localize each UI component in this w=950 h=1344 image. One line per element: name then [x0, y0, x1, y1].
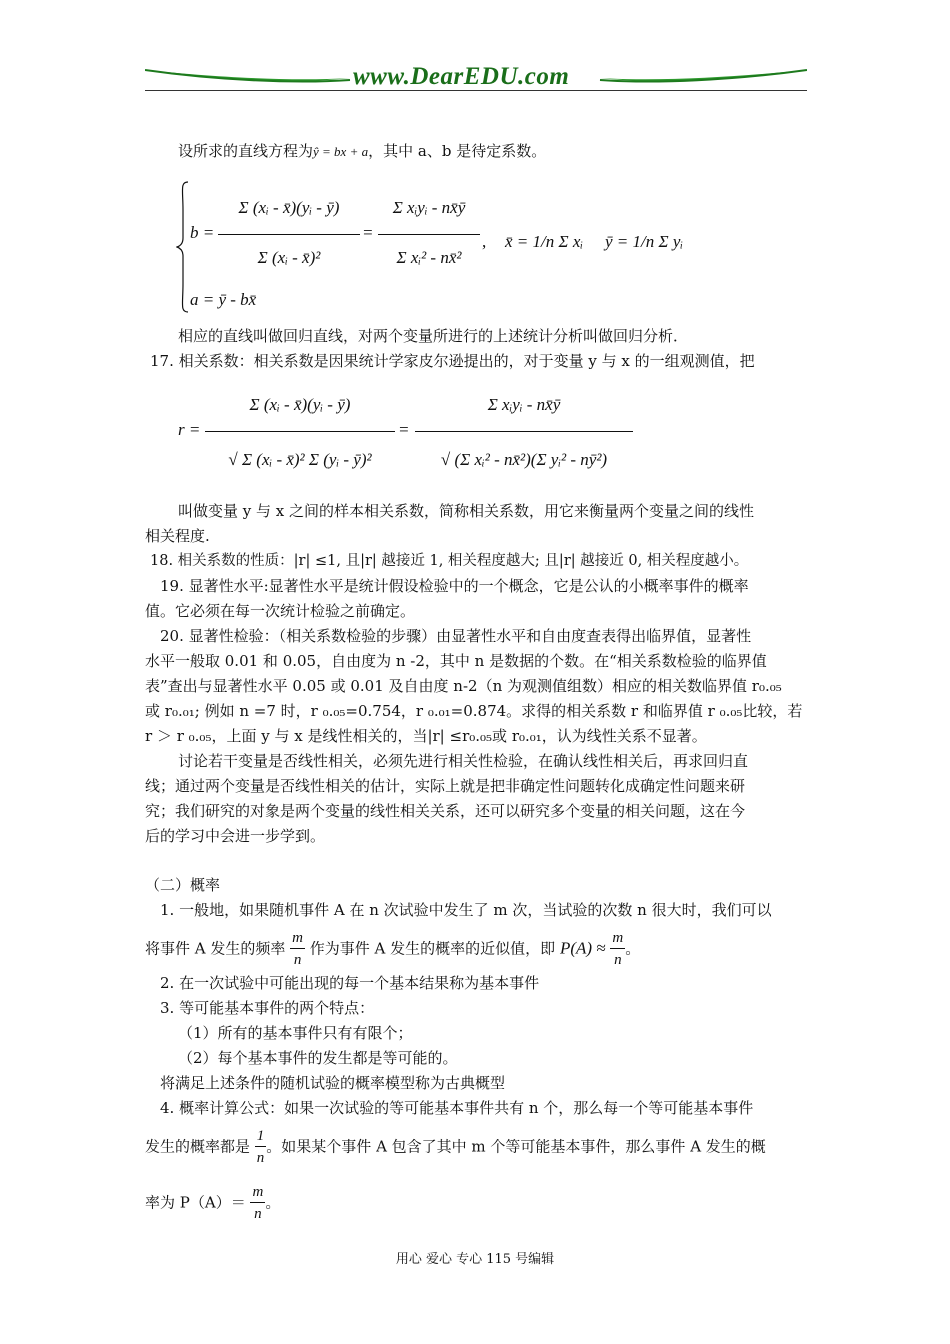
equals-sign: = [362, 223, 374, 242]
page-footer: 用心 爱心 专心 115 号编辑 [395, 1252, 555, 1267]
paragraph-line: 将满足上述条件的随机试验的概率模型称为古典概型 [160, 1074, 506, 1092]
page-header [145, 62, 807, 96]
section-heading: （二）概率 [145, 876, 221, 894]
equals-sign: = [398, 420, 410, 439]
paragraph-line: 20. 显著性检验：（相关系数检验的步骤）由显著性水平和自由度查表得出临界值，显著性 [160, 627, 752, 645]
paragraph-line: 17. 相关系数：相关系数是因果统计学家皮尔逊提出的，对于变量 y 与 x 的一组观测值，把 [150, 352, 755, 370]
paragraph-line: 设所求的直线方程为ŷ = bx + a，其中 a、b 是待定系数。 [178, 142, 547, 160]
paragraph-line: 后的学习中会进一步学到。 [145, 827, 326, 845]
frac-n: n [293, 952, 302, 968]
list-item: （1）所有的基本事件只有有限个； [178, 1024, 413, 1042]
paragraph-line: 或 r₀.₀₁; 例如 n =7 时，r ₀.₀₅=0.754，r ₀.₀₁=0.874。求得的相关系数 r 和临界值 r ₀.₀₅比较，若 [145, 702, 803, 720]
r-denominator-1: √ Σ (xᵢ - x̄)² Σ (yᵢ - ȳ)² [228, 450, 372, 469]
paragraph-line: 4. 概率计算公式：如果一次试验的等可能基本事件共有 n 个，那么每一个等可能基本事件 [160, 1099, 754, 1117]
paragraph-line: 率为 P（A）＝ $\frac{m}{n}$ 。 [145, 1184, 281, 1222]
fraction-bar [415, 431, 633, 432]
system-brace [176, 180, 190, 314]
comma: , [482, 232, 487, 251]
r-numerator-2: Σ xᵢyᵢ - nx̄ȳ [487, 395, 561, 414]
a-equation: a = ȳ - bx̄ [190, 290, 257, 309]
fraction-bar [205, 431, 395, 432]
paragraph-line: 1. 一般地，如果随机事件 A 在 n 次试验中发生了 m 次，当试验的次数 n 很大时，我们可以 [160, 901, 772, 919]
paragraph-line: 2. 在一次试验中可能出现的每一个基本结果称为基本事件 [160, 974, 540, 992]
list-item: （2）每个基本事件的发生都是等可能的。 [178, 1049, 458, 1067]
b-denominator-2: Σ xᵢ² - nx̄² [396, 248, 462, 267]
y-bar-definition: ȳ = 1/n Σ yᵢ [605, 232, 684, 251]
b-lhs: b = [190, 223, 215, 242]
paragraph-line: 3. 等可能基本事件的两个特点： [160, 999, 375, 1017]
site-logo-text[interactable]: www.DearEDU.com [353, 63, 570, 90]
paragraph-line: 18. 相关系数的性质：|r| ≤1, 且|r| 越接近 1, 相关程度越大; 且|r| 越接近 0, 相关程度越小。 [150, 553, 749, 569]
paragraph-line: 究；我们研究的对象是两个变量的线性相关关系，还可以研究多个变量的相关问题，这在今 [145, 802, 746, 820]
paragraph-line: 水平一般取 0.01 和 0.05，自由度为 n -2，其中 n 是数据的个数。在“相关系数检验的临界值 [145, 652, 767, 670]
b-numerator-1: Σ (xᵢ - x̄)(yᵢ - ȳ) [238, 198, 340, 217]
b-numerator-2: Σ xᵢyᵢ - nx̄ȳ [392, 198, 466, 217]
header-rule [145, 90, 807, 91]
paragraph-line: 19. 显著性水平:显著性水平是统计假设检验中的一个概念，它是公认的小概率事件的概率 [160, 577, 749, 595]
x-bar-definition: x̄ = 1/n Σ xᵢ [505, 232, 584, 251]
line-equation: ŷ = bx + a [313, 144, 369, 159]
paragraph-line: 讨论若干变量是否线性相关，必须先进行相关性检验，在确认线性相关后，再求回归直 [178, 752, 749, 770]
paragraph-line: 发生的概率都是 $\frac{1}{n}$ 。如果某个事件 A 包含了其中 m 个等可能基本事件，那么事件 A 发生的概 [145, 1128, 766, 1166]
paragraph-line: 值。它必须在每一次统计检验之前确定。 [145, 602, 416, 620]
paragraph-line: 叫做变量 y 与 x 之间的样本相关系数，简称相关系数，用它来衡量两个变量之间的线性 [178, 502, 755, 520]
fraction-bar [218, 234, 360, 235]
r-denominator-2: √ (Σ xᵢ² - nx̄²)(Σ yᵢ² - nȳ²) [440, 450, 608, 469]
frac-m: m [290, 928, 305, 949]
paragraph-line: 线；通过两个变量是否线性相关的估计，实际上就是把非确定性问题转化成确定性问题来研 [145, 777, 746, 795]
b-denominator-1: Σ (xᵢ - x̄)² [257, 248, 321, 267]
r-lhs: r = [178, 420, 201, 439]
r-numerator-1: Σ (xᵢ - x̄)(yᵢ - ȳ) [249, 395, 351, 414]
paragraph-line: 将事件 A 发生的频率 $\frac{m}{n}$ 作为事件 A 发生的概率的近似值，即 P(A) ≈ $\frac{m}{n}$ 。 [145, 928, 640, 971]
paragraph-line: 相应的直线叫做回归直线，对两个变量所进行的上述统计分析叫做回归分析． [178, 327, 689, 345]
paragraph-line: 表”查出与显著性水平 0.05 或 0.01 及自由度 n-2（n 为观测值组数）相应的相关数临界值 r₀.₀₅ [145, 677, 782, 695]
paragraph-line: 相关程度. [145, 527, 210, 545]
paragraph-line: r ＞ r ₀.₀₅，上面 y 与 x 是线性相关的，当|r| ≤r₀.₀₅或 r₀.₀₁，认为线性关系不显著。 [145, 727, 707, 745]
fraction-bar [378, 234, 480, 235]
